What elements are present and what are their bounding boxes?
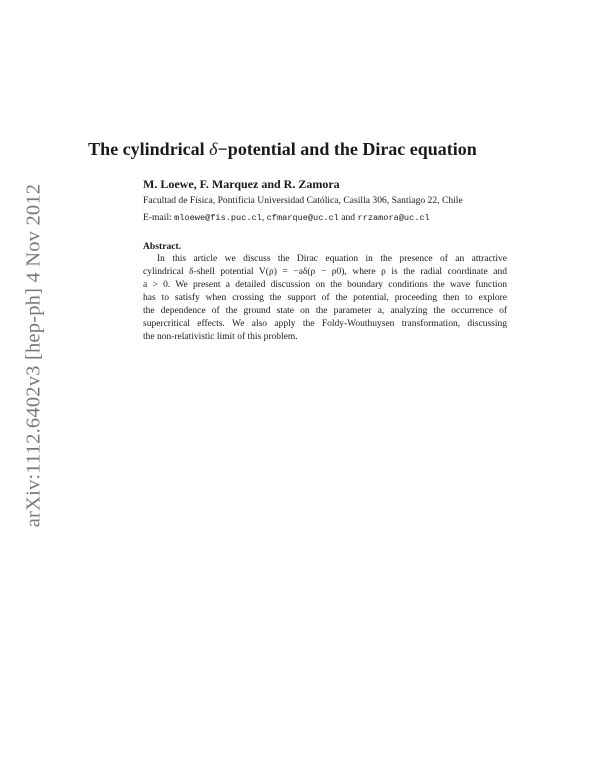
abstract-line: supercritical effects. We also apply the Foldy-Wouthuysen transformation, discussing: [143, 319, 507, 329]
title-part-before: The cylindrical: [88, 139, 210, 159]
paper-title: [0, 139, 565, 160]
email-link-marquez[interactable]: cfmarque@uc.cl: [266, 213, 339, 223]
abstract-body: [143, 253, 507, 344]
email-link-zamora[interactable]: rrzamora@uc.cl: [357, 213, 430, 223]
abstract-line: has to satisfy when crossing the support of the potential, proceeding then to explore: [143, 293, 507, 303]
abstract-line: a > 0. We present a detailed discussion on the boundary conditions the wave function: [143, 280, 507, 290]
abstract-line: cylindrical δ-shell potential V(ρ) = −aδ(ρ − ρ0), where ρ is the radial coordinate and: [143, 267, 507, 277]
email-link-loewe[interactable]: mloewe@fis.puc.cl: [174, 213, 262, 223]
abstract-line: the non-relativistic limit of this problem.: [143, 332, 298, 342]
arxiv-stamp-text: arXiv:1112.6402v3 [hep-ph] 4 Nov 2012: [22, 183, 45, 528]
title-part-after: −potential and the Dirac equation: [217, 139, 477, 159]
abstract-line: the dependence of the ground state on the parameter a, analyzing the occurrence of: [143, 306, 507, 316]
email-label: E-mail:: [143, 212, 175, 223]
email-separator-and: and: [338, 212, 358, 223]
title-delta-symbol: δ: [209, 139, 218, 159]
abstract-heading: Abstract.: [143, 241, 182, 252]
author-affiliation: Facultad de Física, Pontificia Universidad Católica, Casilla 306, Santiago 22, Chile: [143, 195, 463, 206]
abstract-line: In this article we discuss the Dirac equation in the presence of an attractive: [157, 254, 507, 264]
email-separator-comma: ,: [261, 212, 267, 223]
author-emails: [143, 212, 430, 223]
author-list: M. Loewe, F. Marquez and R. Zamora: [143, 177, 340, 191]
arxiv-identifier-stamp: [15, 183, 53, 528]
